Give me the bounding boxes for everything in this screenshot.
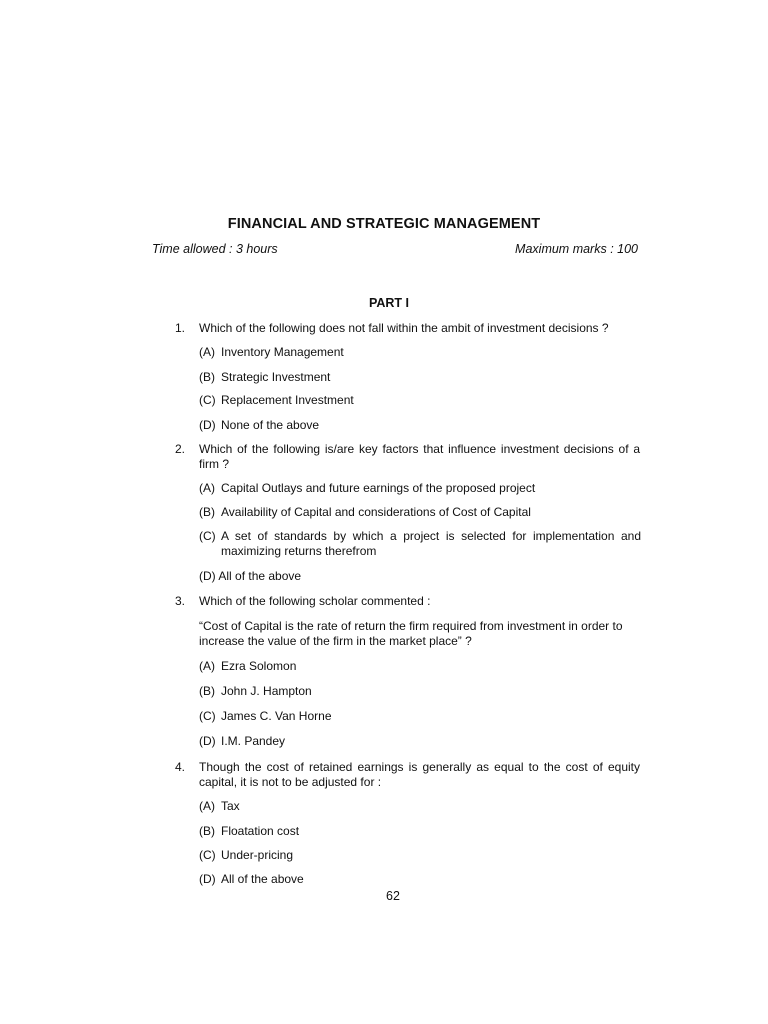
- option-text: Replacement Investment: [221, 393, 354, 407]
- option-text: I.M. Pandey: [221, 734, 286, 748]
- option-letter: (D): [199, 872, 216, 886]
- option-c: [199, 709, 641, 724]
- option-letter: (C): [199, 709, 216, 723]
- question-text: Which of the following does not fall within the ambit of investment decisions ?: [199, 321, 609, 335]
- option-text: Availability of Capital and considerations of Cost of Capital: [221, 505, 531, 519]
- option-text: Tax: [221, 799, 240, 813]
- option-letter: (B): [199, 370, 215, 384]
- option-letter: (A): [199, 659, 215, 673]
- option-a: [199, 659, 641, 674]
- page-title: FINANCIAL AND STRATEGIC MANAGEMENT: [227, 216, 541, 232]
- option-c: [199, 393, 641, 408]
- option-letter: (B): [199, 684, 215, 698]
- option-text: Under-pricing: [221, 848, 294, 862]
- option-letter: (A): [199, 481, 215, 495]
- question-text: Though the cost of retained earnings is generally as equal to the cost of equity capital, it is not to be adjusted for :: [199, 760, 640, 789]
- option-b: [199, 370, 641, 385]
- option-d: [199, 569, 301, 584]
- option-text: A set of standards by which a project is selected for implementation and maximizing returns therefrom: [221, 529, 641, 558]
- part-heading: PART I: [368, 296, 410, 310]
- option-letter: (A): [199, 345, 215, 359]
- option-text: Inventory Management: [221, 345, 344, 359]
- option-a: [199, 481, 641, 496]
- option-a: [199, 345, 641, 360]
- option-a: [199, 799, 641, 814]
- option-letter: (D): [199, 569, 216, 583]
- option-letter: (C): [199, 848, 216, 862]
- page-number: 62: [386, 889, 400, 903]
- option-b: [199, 505, 641, 520]
- option-d: [199, 418, 641, 433]
- question-number: 4.: [175, 760, 186, 774]
- option-letter: (C): [199, 393, 216, 407]
- option-text: Strategic Investment: [221, 370, 331, 384]
- option-letter: (A): [199, 799, 215, 813]
- option-letter: (B): [199, 824, 215, 838]
- question-number: 1.: [175, 321, 186, 335]
- option-letter: (D): [199, 734, 216, 748]
- option-b: [199, 684, 641, 699]
- option-text: Capital Outlays and future earnings of the proposed project: [221, 481, 536, 495]
- option-text: All of the above: [218, 569, 302, 583]
- option-text: Floatation cost: [221, 824, 300, 838]
- question-text: Which of the following is/are key factors that influence investment decisions of a firm ?: [199, 442, 640, 471]
- option-c: [199, 529, 641, 558]
- maximum-marks: Maximum marks : 100: [515, 242, 638, 256]
- option-text: James C. Van Horne: [221, 709, 332, 723]
- option-b: [199, 824, 641, 839]
- question-number: 3.: [175, 594, 186, 608]
- option-letter: (C): [199, 529, 216, 543]
- option-letter: (B): [199, 505, 215, 519]
- option-text: All of the above: [221, 872, 304, 886]
- question-quote: “Cost of Capital is the rate of return the firm required from investment in order to increase the value of the firm in the market place” ?: [199, 619, 623, 648]
- option-text: John J. Hampton: [221, 684, 312, 698]
- option-c: [199, 848, 641, 863]
- option-letter: (D): [199, 418, 216, 432]
- option-text: Ezra Solomon: [221, 659, 297, 673]
- option-d: [199, 872, 641, 887]
- time-allowed: Time allowed : 3 hours: [152, 242, 278, 256]
- question-number: 2.: [175, 442, 186, 456]
- question-text: Which of the following scholar commented :: [199, 594, 431, 608]
- option-text: None of the above: [221, 418, 320, 432]
- option-d: [199, 734, 641, 749]
